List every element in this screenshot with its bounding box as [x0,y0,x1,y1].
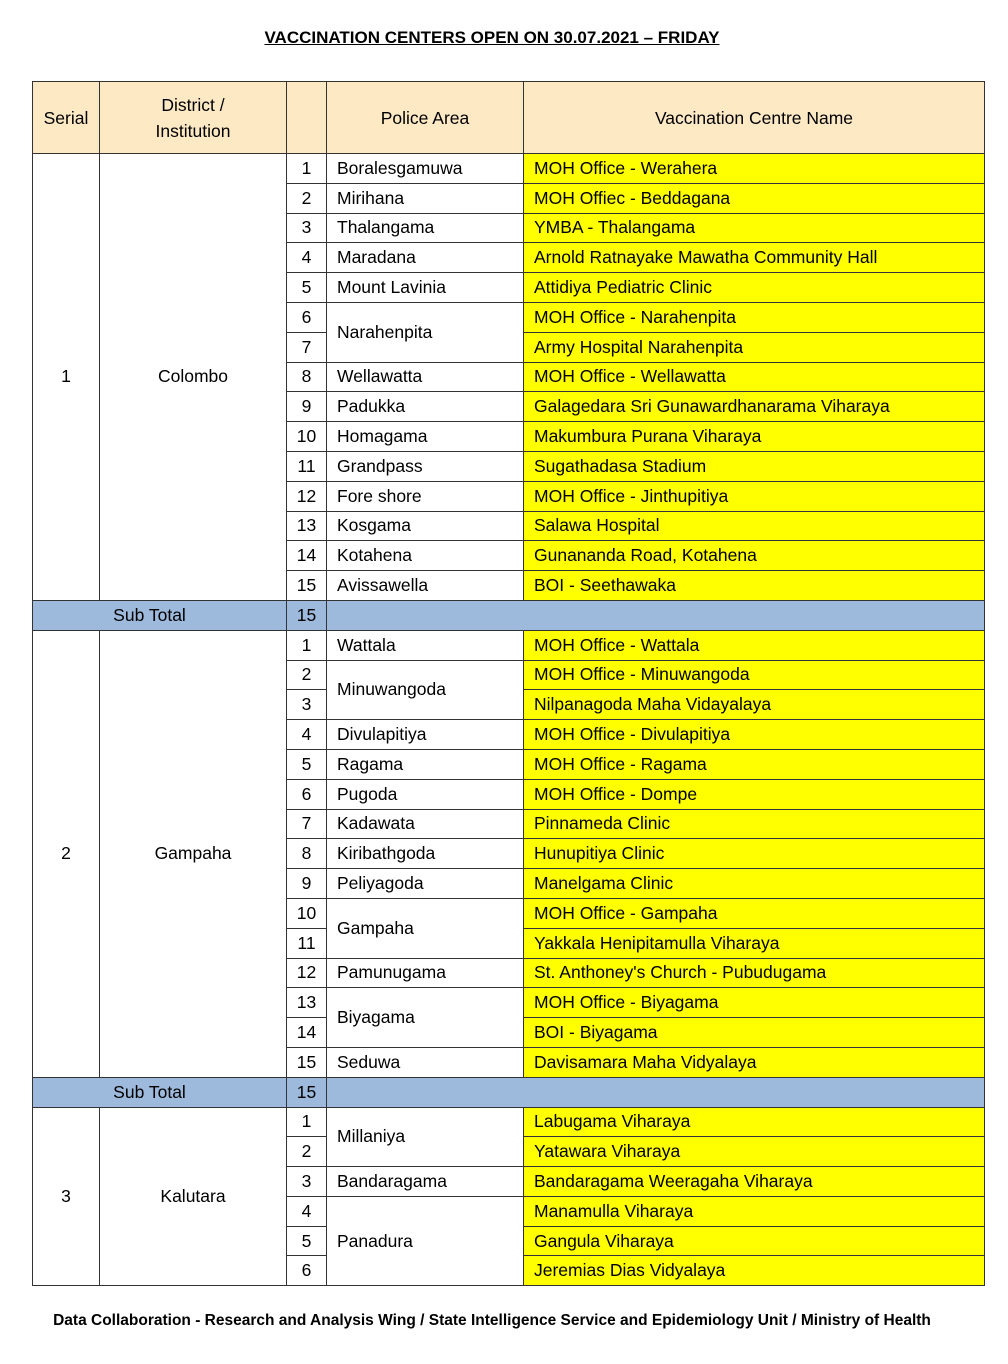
police-area-cell: Divulapitiya [327,720,524,750]
police-area-cell: Ragama [327,749,524,779]
row-number-cell: 2 [287,183,327,213]
row-number-cell: 4 [287,1196,327,1226]
row-number-cell: 6 [287,1256,327,1286]
police-area-cell: Maradana [327,243,524,273]
vaccination-centre-cell: Manamulla Viharaya [524,1196,985,1226]
police-area-cell: Padukka [327,392,524,422]
vaccination-centre-cell: Bandaragama Weeragaha Viharaya [524,1167,985,1197]
row-number-cell: 3 [287,690,327,720]
vaccination-centre-cell: Galagedara Sri Gunawardhanarama Viharaya [524,392,985,422]
vaccination-centre-cell: Makumbura Purana Viharaya [524,422,985,452]
vaccination-centre-cell: MOH Office - Werahera [524,154,985,184]
vaccination-centre-cell: Davisamara Maha Vidyalaya [524,1047,985,1077]
police-area-cell: Biyagama [327,988,524,1048]
police-area-cell: Panadura [327,1196,524,1285]
row-number-cell: 12 [287,958,327,988]
vaccination-centre-cell: MOH Office - Wattala [524,630,985,660]
row-number-cell: 4 [287,720,327,750]
row-number-cell: 9 [287,869,327,899]
row-number-cell: 5 [287,273,327,303]
police-area-cell: Peliyagoda [327,869,524,899]
vaccination-centre-cell: Sugathadasa Stadium [524,451,985,481]
vaccination-centre-cell: Gunananda Road, Kotahena [524,541,985,571]
row-number-cell: 5 [287,1226,327,1256]
row-number-cell: 7 [287,332,327,362]
vaccination-centre-cell: Nilpanagoda Maha Vidayalaya [524,690,985,720]
row-number-cell: 1 [287,630,327,660]
table-row [33,630,985,660]
vaccination-centre-cell: BOI - Biyagama [524,1018,985,1048]
vaccination-centre-cell: Hunupitiya Clinic [524,839,985,869]
vaccination-centre-cell: Arnold Ratnayake Mawatha Community Hall [524,243,985,273]
row-number-cell: 13 [287,988,327,1018]
police-area-cell: Wattala [327,630,524,660]
header-district-label: District / Institution [155,94,231,141]
police-area-cell: Gampaha [327,898,524,958]
vaccination-centre-cell: Pinnameda Clinic [524,809,985,839]
row-number-cell: 10 [287,422,327,452]
page-title: VACCINATION CENTERS OPEN ON 30.07.2021 – FRIDAY [264,28,720,47]
subtotal-blank [327,600,985,630]
police-area-cell: Mount Lavinia [327,273,524,303]
police-area-cell: Seduwa [327,1047,524,1077]
subtotal-row [33,1077,985,1107]
police-area-cell: Grandpass [327,451,524,481]
row-number-cell: 1 [287,154,327,184]
header-serial: Serial [33,82,100,154]
police-area-cell: Homagama [327,422,524,452]
header-district [100,82,287,154]
district-cell: Colombo [100,154,287,601]
district-cell: Gampaha [100,630,287,1077]
row-number-cell: 12 [287,481,327,511]
row-number-cell: 10 [287,898,327,928]
vaccination-centre-cell: Attidiya Pediatric Clinic [524,273,985,303]
row-number-cell: 6 [287,779,327,809]
police-area-cell: Minuwangoda [327,660,524,720]
police-area-cell: Bandaragama [327,1167,524,1197]
vaccination-centre-cell: MOH Offiec - Beddagana [524,183,985,213]
vaccination-centre-cell: Yakkala Henipitamulla Viharaya [524,928,985,958]
vaccination-centre-cell: MOH Office - Minuwangoda [524,660,985,690]
district-cell: Kalutara [100,1107,287,1286]
police-area-cell: Mirihana [327,183,524,213]
row-number-cell: 3 [287,1167,327,1197]
vaccination-centre-cell: MOH Office - Biyagama [524,988,985,1018]
serial-cell: 1 [33,154,100,601]
vaccination-centre-cell: Labugama Viharaya [524,1107,985,1137]
row-number-cell: 14 [287,541,327,571]
row-number-cell: 15 [287,1047,327,1077]
row-number-cell: 6 [287,302,327,332]
vaccination-centre-cell: MOH Office - Dompe [524,779,985,809]
row-number-cell: 9 [287,392,327,422]
vaccination-centre-cell: Gangula Viharaya [524,1226,985,1256]
police-area-cell: Kadawata [327,809,524,839]
serial-cell: 2 [33,630,100,1077]
table-header-row [33,82,985,154]
header-police-area: Police Area [327,82,524,154]
vaccination-centre-cell: St. Anthoney's Church - Pubudugama [524,958,985,988]
row-number-cell: 7 [287,809,327,839]
row-number-cell: 14 [287,1018,327,1048]
police-area-cell: Kiribathgoda [327,839,524,869]
header-vaccination-centre: Vaccination Centre Name [524,82,985,154]
subtotal-label: Sub Total [33,1077,287,1107]
vaccination-centre-cell: MOH Office - Wellawatta [524,362,985,392]
vaccination-centre-cell: MOH Office - Jinthupitiya [524,481,985,511]
police-area-cell: Wellawatta [327,362,524,392]
table-row [33,154,985,184]
subtotal-row [33,600,985,630]
row-number-cell: 2 [287,660,327,690]
police-area-cell: Kotahena [327,541,524,571]
police-area-cell: Narahenpita [327,302,524,362]
vaccination-centers-table [32,81,985,1286]
vaccination-centre-cell: Army Hospital Narahenpita [524,332,985,362]
subtotal-label: Sub Total [33,600,287,630]
footer-credit: Data Collaboration - Research and Analysis Wing / State Intelligence Service and Epidemiology Unit / Ministry of Health [53,1312,931,1329]
police-area-cell: Kosgama [327,511,524,541]
vaccination-centre-cell: MOH Office - Ragama [524,749,985,779]
row-number-cell: 3 [287,213,327,243]
row-number-cell: 8 [287,362,327,392]
police-area-cell: Pugoda [327,779,524,809]
row-number-cell: 4 [287,243,327,273]
row-number-cell: 11 [287,451,327,481]
police-area-cell: Thalangama [327,213,524,243]
row-number-cell: 11 [287,928,327,958]
vaccination-centre-cell: MOH Office - Divulapitiya [524,720,985,750]
police-area-cell: Pamunugama [327,958,524,988]
row-number-cell: 5 [287,749,327,779]
vaccination-centre-cell: Yatawara Viharaya [524,1137,985,1167]
vaccination-centre-cell: Jeremias Dias Vidyalaya [524,1256,985,1286]
row-number-cell: 1 [287,1107,327,1137]
subtotal-blank [327,1077,985,1107]
police-area-cell: Boralesgamuwa [327,154,524,184]
vaccination-centre-cell: Salawa Hospital [524,511,985,541]
police-area-cell: Millaniya [327,1107,524,1167]
vaccination-centre-cell: MOH Office - Gampaha [524,898,985,928]
table-row [33,1107,985,1137]
subtotal-value: 15 [287,600,327,630]
header-number [287,82,327,154]
serial-cell: 3 [33,1107,100,1286]
row-number-cell: 8 [287,839,327,869]
police-area-cell: Avissawella [327,571,524,601]
row-number-cell: 13 [287,511,327,541]
police-area-cell: Fore shore [327,481,524,511]
subtotal-value: 15 [287,1077,327,1107]
vaccination-centre-cell: Manelgama Clinic [524,869,985,899]
vaccination-centre-cell: YMBA - Thalangama [524,213,985,243]
row-number-cell: 15 [287,571,327,601]
vaccination-centre-cell: BOI - Seethawaka [524,571,985,601]
row-number-cell: 2 [287,1137,327,1167]
vaccination-centre-cell: MOH Office - Narahenpita [524,302,985,332]
